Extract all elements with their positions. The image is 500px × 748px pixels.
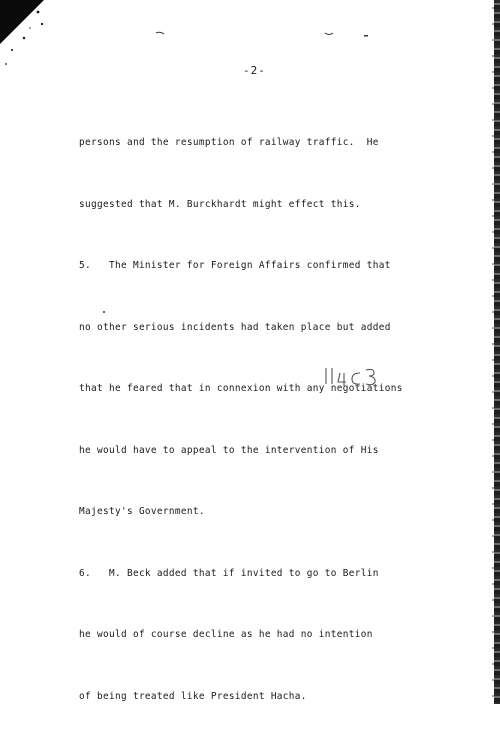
document-body xyxy=(79,92,459,748)
handwritten-annotation xyxy=(322,364,392,388)
text-line: he would of course decline as he had no intention xyxy=(79,629,373,640)
text-line: no other serious incidents had taken place but added xyxy=(79,321,391,333)
scan-right-edge xyxy=(494,0,500,704)
text-line: Majesty's Government. xyxy=(79,506,205,517)
text-line: he would have to appeal to the intervention of His xyxy=(79,444,379,456)
page-number: -2- xyxy=(243,64,266,77)
text-line: of being treated like President Hacha. xyxy=(79,690,307,702)
ink-speck xyxy=(103,311,105,313)
scan-right-edge-texture xyxy=(492,0,494,704)
text-line: that he feared that in connexion with any negotiations xyxy=(79,383,403,394)
text-line: suggested that M. Burckhardt might effect this. xyxy=(79,198,361,210)
text-line: 5. The Minister for Foreign Affairs confirmed that xyxy=(79,260,391,271)
scan-marks xyxy=(0,0,500,50)
text-line: 6. M. Beck added that if invited to go to Berlin xyxy=(79,567,379,579)
text-line: persons and the resumption of railway traffic. He xyxy=(79,137,379,148)
